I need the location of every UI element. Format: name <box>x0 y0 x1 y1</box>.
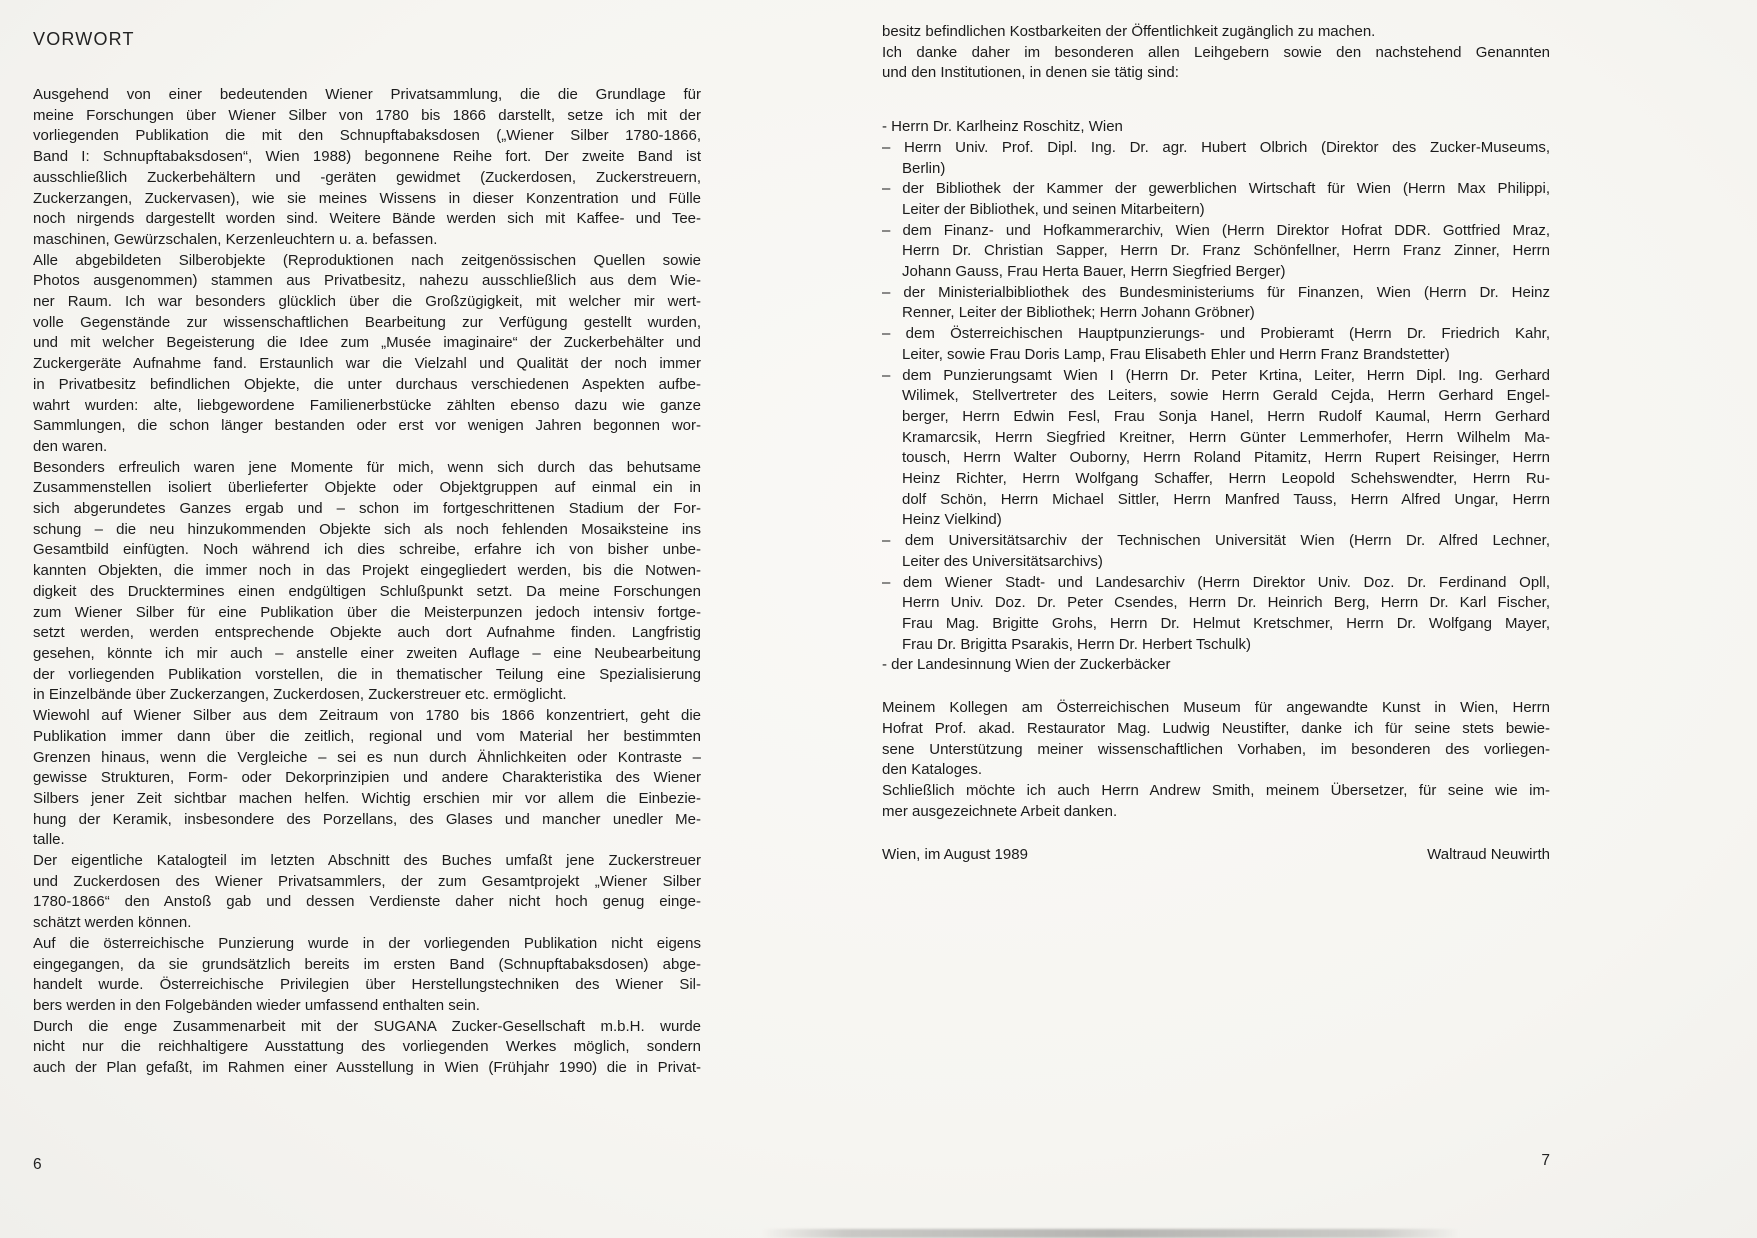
paragraph <box>882 781 1550 822</box>
text-line: – dem Punzierungsamt Wien I (Herrn Dr. Peter Krtina, Leiter, Herrn Dipl. Ing. Gerhard <box>882 366 1550 384</box>
text-line: Hofrat Prof. akad. Restaurator Mag. Ludwig Neustifter, danke ich für seine stets bewie- <box>882 719 1550 737</box>
list-item <box>882 531 1550 572</box>
text-line: Schließlich möchte ich auch Herrn Andrew Smith, meinem Übersetzer, für seine wie im- <box>882 781 1550 799</box>
page-left <box>33 28 701 1079</box>
text-line: Publikation immer dann über die zeitlich, regional und vom Material her bestimmten <box>33 727 701 745</box>
text-line: Zuckergeräte Aufnahme fand. Erstaunlich war die Vielzahl und Qualität der noch immer <box>33 355 701 373</box>
text-line: – dem Österreichischen Hauptpunzierungs- und Probieramt (Herrn Dr. Friedrich Kahr, <box>882 325 1550 343</box>
text-line: setzt werden, werden entsprechende Objekte auch dort Aufnahme finden. Langfristig <box>33 624 701 642</box>
text-line: tousch, Herrn Walter Ouborny, Herrn Roland Pitamitz, Herrn Rupert Reisinger, Herrn <box>902 449 1550 467</box>
text-line: kannten Objekten, die immer noch in das Projekt eingegliedert werden, bis die Notwen- <box>33 562 701 580</box>
paragraph <box>882 698 1550 781</box>
page-title: VORWORT <box>33 29 135 49</box>
page-number-right: 7 <box>1541 1152 1550 1169</box>
left-page-body <box>33 85 701 1079</box>
paragraph <box>33 1017 701 1079</box>
text-line: ner Raum. Ich war besonders glücklich über die Großzügigkeit, mit welcher mir wert- <box>33 293 701 311</box>
text-line: – Herrn Univ. Prof. Dipl. Ing. Dr. agr. Hubert Olbrich (Direktor des Zucker-Museums, <box>882 138 1550 156</box>
text-line: Besonders erfreulich waren jene Momente für mich, wenn sich durch das behutsame <box>33 458 701 476</box>
text-line: meine Forschungen über Wiener Silber von 1780 bis 1866 darstellt, setze ich mit der <box>33 106 701 124</box>
text-line: Kramarcsik, Herrn Siegfried Kreitner, Herrn Günter Lemmerhofer, Herrn Wilhelm Ma- <box>902 428 1550 446</box>
text-line: gesehen, könnte ich mir auch – anstelle einer zweiten Auflage – eine Neubearbeitung <box>33 644 701 662</box>
text-line: Sammlungen, die schon länger bestanden oder erst vor wenigen Jahren begonnen wor- <box>33 417 701 435</box>
text-line: maschinen, Gewürzschalen, Kerzenleuchtern u. a. befassen. <box>33 230 438 248</box>
text-line: Frau Mag. Brigitte Grohs, Herrn Dr. Helmut Kretschmer, Herrn Dr. Wolfgang Mayer, <box>902 614 1550 632</box>
text-line: der vorliegenden Publikation vorstellen, die in thematischer Teilung eine Spezialisierung <box>33 665 701 683</box>
text-line: vorliegenden Publikation die mit den Schnupftabaksdosen („Wiener Silber 1780-1866, <box>33 127 701 145</box>
text-line: Johann Gauss, Frau Herta Bauer, Herrn Siegfried Berger) <box>902 263 1286 281</box>
text-line: Berlin) <box>902 159 946 177</box>
list-item <box>882 221 1550 283</box>
paragraph <box>33 851 701 934</box>
text-line: - Herrn Dr. Karlheinz Roschitz, Wien <box>882 118 1123 136</box>
author-signature: Waltraud Neuwirth <box>1427 846 1550 864</box>
text-line: zum Wiener Silber für eine Publikation über die Meisterpunzen jedoch intensiv fortge- <box>33 603 701 621</box>
list-item <box>882 655 1550 676</box>
text-line: hung der Keramik, insbesondere des Porzellans, des Glases und mancher unedler Me- <box>33 810 701 828</box>
text-line: in Privatbesitz befindlichen Objekte, die unter durchaus verschiedenen Aspekten aufbe- <box>33 375 701 393</box>
text-line: – dem Finanz- und Hofkammerarchiv, Wien (Herrn Direktor Hofrat DDR. Gottfried Mraz, <box>882 221 1550 239</box>
list-item <box>882 366 1550 532</box>
text-line: auch der Plan gefaßt, im Rahmen einer Ausstellung in Wien (Frühjahr 1990) die in Privat- <box>33 1059 701 1077</box>
signature-row <box>882 845 1550 866</box>
text-line: sene Unterstützung meiner wissenschaftlichen Vorhaben, im besonderen des vorliegen- <box>882 740 1550 758</box>
paragraph <box>882 22 1550 43</box>
text-line: ausschließlich Zuckerbehältern und -geräten gewidmet (Zuckerdosen, Zuckerstreuern, <box>33 168 701 186</box>
list-item <box>882 573 1550 656</box>
text-line: und den Institutionen, in denen sie tätig sind: <box>882 64 1179 82</box>
page-right <box>882 22 1550 866</box>
list-item <box>882 283 1550 324</box>
text-line: Alle abgebildeten Silberobjekte (Reproduktionen nach zeitgenössischen Quellen sowie <box>33 251 701 269</box>
text-line: sich abgerundetes Ganzes ergab und – schon im fortgeschrittenen Stadium der For- <box>33 500 701 518</box>
text-line: wahrt wurden: alte, liebgewordene Familienerbstücke zählten ebenso dazu wie ganze <box>33 396 701 414</box>
text-line: Grenzen hinaus, wenn die Vergleiche – sei es nun durch Ähnlichkeiten oder Kontraste – <box>33 748 701 766</box>
text-line: Wiewohl auf Wiener Silber aus dem Zeitraum von 1780 bis 1866 konzentriert, geht die <box>33 707 701 725</box>
text-line: Photos ausgenommen) stammen aus Privatbesitz, nahezu ausschließlich aus dem Wie- <box>33 272 701 290</box>
text-line: Herrn Univ. Doz. Dr. Peter Csendes, Herrn Dr. Heinrich Berg, Herrn Dr. Karl Fischer, <box>902 594 1550 612</box>
paragraph <box>33 706 701 851</box>
text-line: Gesamtbild einfügten. Noch während ich dies schreibe, erfahre ich von bisher unbe- <box>33 541 701 559</box>
list-item <box>882 138 1550 179</box>
scan-edge-artifact <box>762 1229 1460 1238</box>
list-item <box>882 179 1550 220</box>
date-line: Wien, im August 1989 <box>882 846 1028 864</box>
text-line: Band I: Schnupftabaksdosen“, Wien 1988) begonnene Reihe fort. Der zweite Band ist <box>33 148 701 166</box>
text-line: eingegangen, da sie grundsätzlich bereits im ersten Band (Schnupftabaksdosen) abge- <box>33 955 701 973</box>
text-line: schung – die neu hinzukommenden Objekte sich als noch fehlenden Mosaiksteine ins <box>33 520 701 538</box>
text-line: und mit welcher Begeisterung die Idee zum „Musée imaginaire“ der Zuckerbehälter und <box>33 334 701 352</box>
text-line: noch nirgends dargestellt worden sind. Weitere Bände werden sich mit Kaffee- und Tee- <box>33 210 701 228</box>
text-line: Wilimek, Stellvertreter des Leiters, sowie Herrn Gerald Cejda, Herrn Gerhard Engel- <box>902 387 1550 405</box>
list-item <box>882 117 1550 138</box>
text-line: Ich danke daher im besonderen allen Leihgebern sowie den nachstehend Genannten <box>882 43 1550 61</box>
paragraph <box>882 43 1550 84</box>
page-number-left: 6 <box>33 1156 42 1173</box>
text-line: volle Gegenstände zur wissenschaftlichen Bearbeitung zur Verfügung gestellt wurden, <box>33 313 701 331</box>
text-line: digkeit des Drucktermines einen endgültigen Schlußpunkt setzt. Da meine Forschungen <box>33 582 701 600</box>
text-line: Leiter des Universitätsarchivs) <box>902 552 1103 570</box>
text-line: - der Landesinnung Wien der Zuckerbäcker <box>882 656 1171 674</box>
paragraph <box>33 458 701 706</box>
text-line: Durch die enge Zusammenarbeit mit der SUGANA Zucker-Gesellschaft m.b.H. wurde <box>33 1017 701 1035</box>
closing-paragraphs <box>882 698 1550 822</box>
text-line: bers werden in den Folgebänden wieder umfassend enthalten sein. <box>33 996 480 1014</box>
text-line: Silbers jener Zeit sichtbar machen helfen. Wichtig erschien mir vor allem die Einbezie- <box>33 789 701 807</box>
text-line: Renner, Leiter der Bibliothek; Herrn Johann Gröbner) <box>902 304 1255 322</box>
paragraph <box>33 85 701 251</box>
text-line: dolf Schön, Herrn Michael Sittler, Herrn Manfred Tauss, Herrn Alfred Ungar, Herrn <box>902 490 1550 508</box>
text-line: berger, Herrn Edwin Fesl, Frau Sonja Hanel, Herrn Rudolf Kaumal, Herrn Gerhard <box>902 407 1550 425</box>
acknowledgement-list <box>882 117 1550 676</box>
paragraph <box>33 934 701 1017</box>
text-line: und Zuckerdosen des Wiener Privatsammlers, der zum Gesamtprojekt „Wiener Silber <box>33 872 701 890</box>
text-line: Herrn Dr. Christian Sapper, Herrn Dr. Franz Schönfellner, Herrn Franz Zinner, Herrn <box>902 242 1550 260</box>
text-line: handelt wurde. Österreichische Privilegien über Herstellungstechniken des Wiener Sil- <box>33 976 701 994</box>
paragraph <box>33 251 701 458</box>
text-line: – der Bibliothek der Kammer der gewerblichen Wirtschaft für Wien (Herrn Max Philippi, <box>882 180 1550 198</box>
text-line: gewisse Strukturen, Form- oder Dekorprinzipien und andere Charakteristika des Wiener <box>33 769 701 787</box>
text-line: Leiter der Bibliothek, und seinen Mitarbeitern) <box>902 200 1205 218</box>
text-line: Frau Dr. Brigitta Psarakis, Herrn Dr. Herbert Tschulk) <box>902 635 1251 653</box>
text-line: talle. <box>33 831 65 849</box>
text-line: Heinz Richter, Herrn Wolfgang Schaffer, Herrn Leopold Schehswendter, Herrn Ru- <box>902 470 1550 488</box>
text-line: den waren. <box>33 437 108 455</box>
right-page-intro <box>882 22 1550 84</box>
text-line: den Kataloges. <box>882 761 983 779</box>
text-line: Leiter, sowie Frau Doris Lamp, Frau Elisabeth Ehler und Herrn Franz Brandstetter) <box>902 345 1450 363</box>
text-line: Der eigentliche Katalogteil im letzten Abschnitt des Buches umfaßt jene Zuckerstreuer <box>33 852 701 870</box>
text-line: Zusammenstellen isoliert überlieferter Objekte oder Objektgruppen auf einmal ein in <box>33 479 701 497</box>
text-line: nicht nur die reichhaltigere Ausstattung des vorliegenden Werkes möglich, sondern <box>33 1038 701 1056</box>
text-line: mer ausgezeichnete Arbeit danken. <box>882 802 1118 820</box>
text-line: Ausgehend von einer bedeutenden Wiener Privatsammlung, die die Grundlage für <box>33 86 701 103</box>
text-line: besitz befindlichen Kostbarkeiten der Öffentlichkeit zugänglich zu machen. <box>882 23 1376 40</box>
text-line: in Einzelbände über Zuckerzangen, Zuckerdosen, Zuckerstreuer etc. ermöglicht. <box>33 686 567 704</box>
text-line: – der Ministerialbibliothek des Bundesministeriums für Finanzen, Wien (Herrn Dr. Heinz <box>882 283 1550 301</box>
text-line: 1780-1866“ den Anstoß gab und dessen Verdienste daher nicht hoch genug einge- <box>33 893 701 911</box>
text-line: Auf die österreichische Punzierung wurde in der vorliegenden Publikation nicht eigens <box>33 934 701 952</box>
text-line: schätzt werden können. <box>33 914 192 932</box>
text-line: – dem Universitätsarchiv der Technischen Universität Wien (Herrn Dr. Alfred Lechner, <box>882 532 1550 550</box>
text-line: Heinz Vielkind) <box>902 511 1002 529</box>
text-line: Zuckerzangen, Zuckervasen), wie sie meines Wissens in dieser Konzentration und Fülle <box>33 189 701 207</box>
text-line: Meinem Kollegen am Österreichischen Museum für angewandte Kunst in Wien, Herrn <box>882 699 1550 717</box>
text-line: – dem Wiener Stadt- und Landesarchiv (Herrn Direktor Univ. Doz. Dr. Ferdinand Opll, <box>882 573 1550 591</box>
list-item <box>882 324 1550 365</box>
